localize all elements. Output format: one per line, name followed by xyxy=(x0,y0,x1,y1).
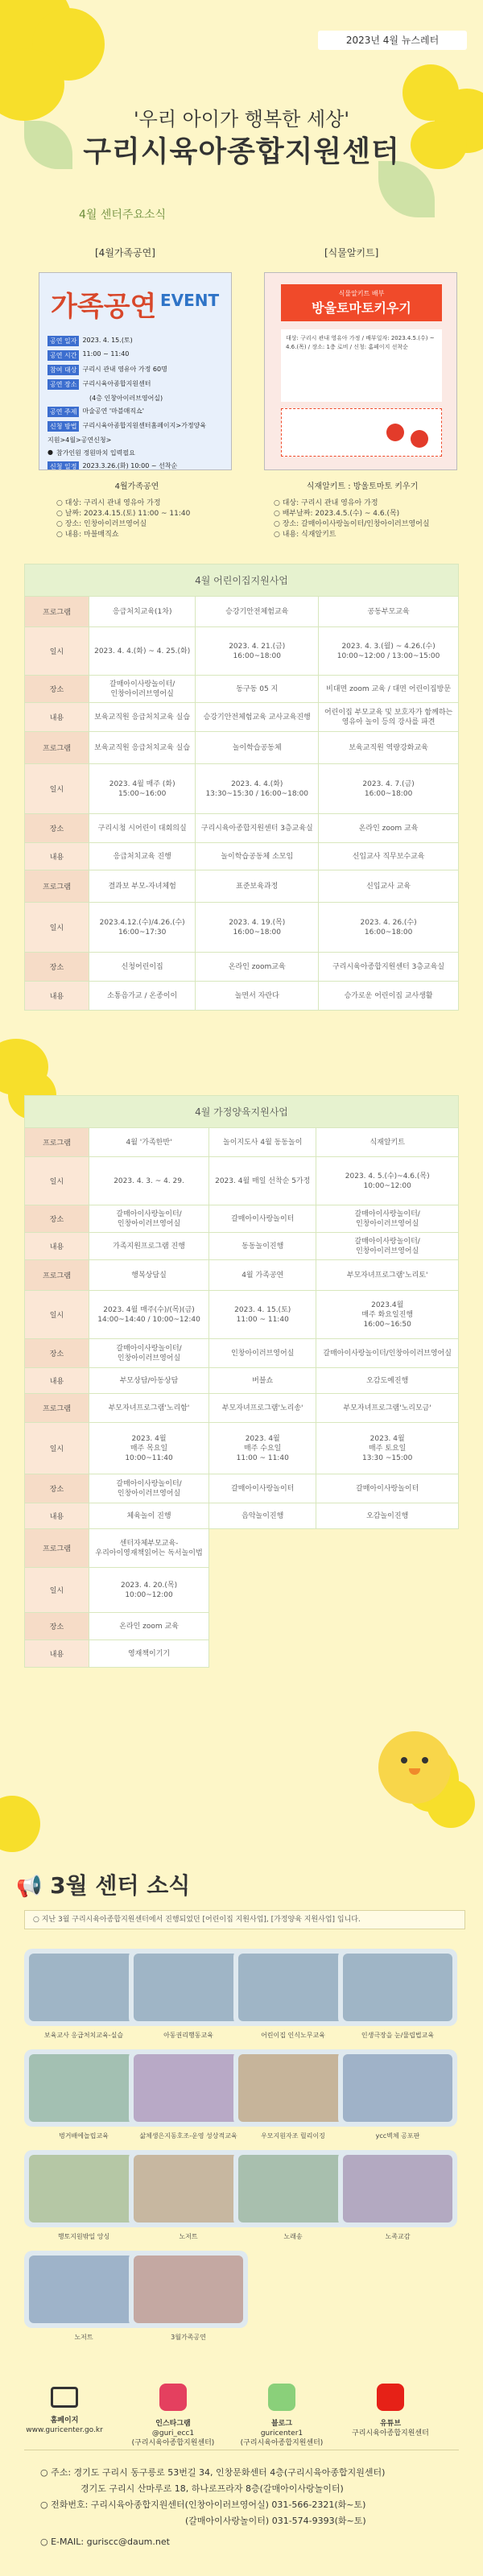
table-cell: 승가로운 어린이집 교사생활 xyxy=(319,982,459,1011)
table-cell: 보육교직원 응급처치교육 실습 xyxy=(89,703,196,732)
table-cell: 2023. 4. 3.(월) ~ 4.26.(수) 10:00~12:00 / 13:00~15:00 xyxy=(319,627,459,676)
news-photo xyxy=(338,1949,457,2026)
tomato-icon xyxy=(411,430,428,448)
table-cell: 2023. 4. 21.(금) 16:00~18:00 xyxy=(196,627,319,676)
section-heading-april: 4월 센터주요소식 xyxy=(79,209,167,221)
table-cell: 인창아이러브영어실 xyxy=(209,1339,316,1368)
march-news-note: ○ 지난 3월 구리시육아종합지원센터에서 진행되었던 [어린이집 지원사업], [가정양육 지원사업] 입니다. xyxy=(24,1910,465,1929)
row-label: 일시 xyxy=(25,764,89,814)
news-photo xyxy=(233,2150,353,2227)
table-cell: 동구동 05 지 xyxy=(196,676,319,703)
table-cell: 보육교직원 역량강화교육 xyxy=(319,732,459,764)
plant-kit-label: [식물알키트] xyxy=(324,247,379,258)
table-cell: 부모자녀프로그램'노리송' xyxy=(209,1394,316,1423)
photo-caption: 벙거배에놀립교육 xyxy=(59,2132,109,2140)
photo-caption: 보육교사 응급처치교육-실습 xyxy=(43,2032,124,2039)
table-cell: 놀이학습공동체 소모임 xyxy=(196,843,319,870)
table-cell: 온라인 zoom 교육 xyxy=(89,1613,209,1640)
news-photo xyxy=(24,2049,143,2127)
contact-address: ○ 주소: 경기도 구리시 동구릉로 53번길 34, 인창문화센터 4층(구리시육아종합지원센터) xyxy=(40,2467,386,2478)
table-cell: 갈매아이사랑놀이터/ 인창아이러브영어실 xyxy=(316,1233,459,1260)
photo-caption: 인생극장을 눈/물립법교육 xyxy=(361,2032,435,2039)
plant-kit-banner: 식물알키트 배부 방울토마토키우기 xyxy=(281,284,442,321)
daycare-table-title: 4월 어린이집지원사업 xyxy=(25,564,459,597)
news-photo xyxy=(24,2150,143,2227)
photo-caption: 3월가족공연 xyxy=(171,2334,206,2341)
table-cell: 갈매아이사랑놀이터/ 인창아이러브영어실 xyxy=(89,676,196,703)
table-cell: 체육놀이 진행 xyxy=(89,1503,209,1529)
table-cell: 영재책이기기 xyxy=(89,1640,209,1668)
table-cell: 부모상담/아동상담 xyxy=(89,1368,209,1394)
instagram-icon xyxy=(159,2384,187,2411)
row-label: 장소 xyxy=(25,953,89,982)
poster-detail-row: 공연 시간 11:00 ~ 11:40 xyxy=(47,350,225,361)
table-cell: 2023. 4월 매주 (화) 15:00~16:00 xyxy=(89,764,196,814)
poster-detail-row: 신청 방법 구리시육아종합지원센터홈페이지>가정양육 xyxy=(47,421,225,432)
table-cell: 부모자녀프로그램'노리토' xyxy=(316,1260,459,1291)
table-cell: 어린이집 부모교육 및 보호자가 함께하는 영유아 놀이 등의 강사를 파견 xyxy=(319,703,459,732)
table-cell: 동동놀이진행 xyxy=(209,1233,316,1260)
photo-caption: 행토지원밖일 앙싱 xyxy=(57,2233,110,2240)
row-label: 내용 xyxy=(25,843,89,870)
issue-ribbon: 2023년 4월 뉴스레터 xyxy=(318,31,467,50)
row-label: 장소 xyxy=(25,1613,89,1640)
table-cell: 응급처치교육 진행 xyxy=(89,843,196,870)
row-label: 내용 xyxy=(25,1503,89,1529)
table-cell: 신입교사 교육 xyxy=(319,870,459,903)
row-label: 일시 xyxy=(25,627,89,676)
news-photo xyxy=(129,2049,248,2127)
blog-icon xyxy=(268,2384,295,2411)
plant-kit-illustration xyxy=(281,408,442,457)
news-photo xyxy=(338,2150,457,2227)
table-cell: 구리시청 시어린이 대회의실 xyxy=(89,814,196,843)
photo-caption: 노래송 xyxy=(283,2233,303,2240)
row-label: 장소 xyxy=(25,814,89,843)
photo-caption: 우모지원자조 릴리이징 xyxy=(261,2132,325,2140)
table-cell: 가족지원프로그램 진행 xyxy=(89,1233,209,1260)
photo-caption: 삶체생은지동호조-운영 성상적교육 xyxy=(139,2132,237,2140)
contact-phone: ○ 전화번호: 구리시육아종합지원센터(인창아이러브영어실) 031-566-2321(화~토) xyxy=(40,2500,366,2510)
homepage-link[interactable]: 홈페이지 www.guricenter.go.kr xyxy=(16,2384,113,2435)
table-cell: 2023. 4월 매주 토요일 13:30 ~15:00 xyxy=(316,1423,459,1474)
row-label: 프로그램 xyxy=(25,1529,89,1568)
contact-address-2: 경기도 구리시 산마루로 18, 하나로프라자 8층(갈매아이사랑놀이터) xyxy=(80,2483,344,2494)
poster-headline: 가족공연 xyxy=(51,291,157,323)
table-cell: 2023.4.12.(수)/4.26.(수) 16:00~17:30 xyxy=(89,903,196,953)
table-cell: 승강기안전체험교육 교사교육진행 xyxy=(196,703,319,732)
contact-phone-2: (갈매아이사랑놀이터) 031-574-9393(화~토) xyxy=(185,2516,366,2526)
row-label: 장소 xyxy=(25,1205,89,1233)
table-cell: 갈매아이사랑놀이터/ 인창아이러브영어실 xyxy=(89,1205,209,1233)
table-cell: 2023. 4. 4.(화) ~ 4. 25.(화) xyxy=(89,627,196,676)
photo-caption: 노족교감 xyxy=(385,2233,411,2240)
table-cell: 결과보 부모-자녀체험 xyxy=(89,870,196,903)
table-cell: 버블쇼 xyxy=(209,1368,316,1394)
row-label: 일시 xyxy=(25,1157,89,1205)
table-cell: 표준보육과정 xyxy=(196,870,319,903)
plant-kit-poster xyxy=(264,272,457,470)
row-label: 일시 xyxy=(25,1291,89,1339)
monitor-icon xyxy=(51,2387,78,2408)
photo-caption: 노저트 xyxy=(74,2334,93,2341)
daycare-program-table xyxy=(24,564,459,1011)
poster-detail-row: 참여 대상 구리시 관내 영유아 가정 60명 xyxy=(47,365,225,375)
march-news-heading: 📢 3월 센터 소식 xyxy=(16,1872,191,1899)
family-program-table xyxy=(24,1095,459,1668)
family-table-title: 4월 가정양육지원사업 xyxy=(25,1096,459,1128)
poster-detail-row: 공연 일자 2023. 4. 15.(토) xyxy=(47,336,225,346)
poster-detail-row: 신청 일정 2023.3.26.(화) 10:00 ~ 선착순 xyxy=(47,461,225,470)
row-label: 일시 xyxy=(25,1568,89,1613)
row-label: 내용 xyxy=(25,1640,89,1668)
table-cell: 갈매아이사랑놀이터/ 인창아이러브영어실 xyxy=(89,1474,209,1503)
family-show-label: [4월가족공연] xyxy=(95,247,155,258)
table-cell: 부모자녀프로그램'노리모금' xyxy=(316,1394,459,1423)
news-photo xyxy=(233,1949,353,2026)
table-cell: 식재알키트 xyxy=(316,1128,459,1157)
news-photo xyxy=(129,2251,248,2328)
table-cell: 센터자체부모교육- 우리아이영재책읽어는 독서놀이법 xyxy=(89,1529,209,1568)
poster-detail-row: 공연 장소 구리시육아종합지원센터 xyxy=(47,379,225,390)
table-cell: 부모자녀프로그램'노리함' xyxy=(89,1394,209,1423)
row-label: 프로그램 xyxy=(25,597,89,627)
table-cell: 2023. 4월 매주 목요일 10:00~11:40 xyxy=(89,1423,209,1474)
family-show-info: 4월가족공연 ○ 대상: 구리시 관내 영유아 가정 ○ 날짜: 2023.4.15.(토) 11:00 ~ 11:40 ○ 장소: 인창아이러브영어실 ○ 내용: 마블매직쇼 xyxy=(56,482,191,539)
plant-kit-description: 대상: 구리시 관내 영유아 가정 / 배부일자: 2023.4.5.(수) ~ 4.6.(목) / 장소: 1층 로비 / 신청: 홈페이지 선착순 xyxy=(281,329,442,402)
table-cell: 음악놀이진행 xyxy=(209,1503,316,1529)
row-label: 프로그램 xyxy=(25,732,89,764)
poster-detail-list xyxy=(47,336,225,470)
photo-caption: ycc벽체 공포판 xyxy=(375,2132,420,2140)
news-photo xyxy=(129,1949,248,2026)
row-label: 프로그램 xyxy=(25,1394,89,1423)
table-cell: 2023. 4. 19.(목) 16:00~18:00 xyxy=(196,903,319,953)
blog-link[interactable]: 블로그 guricenter1 (구리시육아종합지원센터) xyxy=(233,2384,330,2448)
row-label: 내용 xyxy=(25,982,89,1011)
table-cell: 구리시육아종합지원센터 3층교육실 xyxy=(196,814,319,843)
table-cell: 2023. 4. 15.(토) 11:00 ~ 11:40 xyxy=(209,1291,316,1339)
table-cell: 2023. 4월 매주(수)/(목)(금) 14:00~14:40 / 10:00~12:40 xyxy=(89,1291,209,1339)
table-cell: 행복상담실 xyxy=(89,1260,209,1291)
table-cell: 비대면 zoom 교육 / 대면 어린이집방문 xyxy=(319,676,459,703)
table-cell: 갈매아이사랑놀이터/인창아이러브영어실 xyxy=(316,1339,459,1368)
newsletter-subtitle: '우리 아이가 행복한 세상' xyxy=(134,108,349,130)
row-label: 내용 xyxy=(25,703,89,732)
row-label: 일시 xyxy=(25,1423,89,1474)
row-label: 프로그램 xyxy=(25,1128,89,1157)
table-cell: 갈매아이사랑놀이터/ 인창아이러브영어실 xyxy=(316,1205,459,1233)
photo-caption: 아동권리행동교육 xyxy=(163,2032,213,2039)
row-label: 프로그램 xyxy=(25,1260,89,1291)
poster-detail-row: 공연 주제 마술공연 '마블매직쇼' xyxy=(47,407,225,417)
table-cell: 온라인 zoom교육 xyxy=(196,953,319,982)
news-photo xyxy=(129,2150,248,2227)
youtube-link[interactable]: 유튜브 구리시육아종합지원센터 xyxy=(342,2384,439,2438)
row-label: 장소 xyxy=(25,1339,89,1368)
news-photo xyxy=(338,2049,457,2127)
plant-kit-info: 식재알키트 : 방울토마토 키우기 ○ 대상: 구리시 관내 영유아 가정 ○ 배부날짜: 2023.4.5.(수) ~ 4.6.(목) ○ 장소: 갈매아이사랑놀이터/인창아이러브영어실 ○ 내용: 식재알키트 xyxy=(274,482,430,539)
megaphone-icon: 📢 xyxy=(16,1875,43,1899)
table-cell: 2023. 4. 26.(수) 16:00~18:00 xyxy=(319,903,459,953)
photo-caption: 노저트 xyxy=(179,2233,198,2240)
table-cell: 놀면서 자란다 xyxy=(196,982,319,1011)
table-cell: 2023. 4. 20.(목) 10:00~12:00 xyxy=(89,1568,209,1613)
row-label: 내용 xyxy=(25,1368,89,1394)
news-photo xyxy=(24,1949,143,2026)
news-photo xyxy=(233,2049,353,2127)
instagram-link[interactable]: 인스타그램 @guri_ecc1 (구리시육아종합지원센터) xyxy=(125,2384,221,2448)
poster-detail-row: (4층 인창아이러브영어실) xyxy=(89,395,163,402)
table-cell: 오감도예진행 xyxy=(316,1368,459,1394)
table-cell: 갈매아이사랑놀이터 xyxy=(316,1474,459,1503)
table-cell: 구리시육아종합지원센터 3층교육실 xyxy=(319,953,459,982)
table-cell: 응급처치교육(1차) xyxy=(89,597,196,627)
tomato-icon xyxy=(386,424,404,441)
newsletter-title: 구리시육아종합지원센터 xyxy=(83,135,400,168)
table-cell: 신청어린이집 xyxy=(89,953,196,982)
table-cell: 신입교사 직무보수교육 xyxy=(319,843,459,870)
table-cell: 4월 가족공연 xyxy=(209,1260,316,1291)
table-cell: 보육교직원 응급처치교육 실습 xyxy=(89,732,196,764)
table-cell: 오감놀이진행 xyxy=(316,1503,459,1529)
row-label: 장소 xyxy=(25,676,89,703)
table-cell: 2023. 4. 7.(금) 16:00~18:00 xyxy=(319,764,459,814)
table-cell: 놀이지도사 4월 동동놀이 xyxy=(209,1128,316,1157)
row-label: 내용 xyxy=(25,1233,89,1260)
row-label: 일시 xyxy=(25,903,89,953)
table-cell: 2023. 4. 4.(화) 13:30~15:30 / 16:00~18:00 xyxy=(196,764,319,814)
table-cell: 공동부모교육 xyxy=(319,597,459,627)
poster-detail-row: ● 참가인원 정원마치 입력필요 xyxy=(47,449,135,457)
row-label: 프로그램 xyxy=(25,870,89,903)
table-cell: 2023. 4월 매일 선착순 5가정 xyxy=(209,1157,316,1205)
table-cell: 4월 '가족한반' xyxy=(89,1128,209,1157)
chick-mascot-icon xyxy=(378,1731,451,1804)
table-cell: 2023. 4월 매주 수요일 11:00 ~ 11:40 xyxy=(209,1423,316,1474)
table-cell: 온라인 zoom 교육 xyxy=(319,814,459,843)
contact-email[interactable]: ○ E-MAIL: guriscc@daum.net xyxy=(40,2537,170,2547)
family-show-poster xyxy=(39,272,232,470)
table-cell: 갈매아이사랑놀이터/ 인창아이러브영어실 xyxy=(89,1339,209,1368)
table-cell: 2023. 4. 3. ~ 4. 29. xyxy=(89,1157,209,1205)
table-cell: 승강기안전체험교육 xyxy=(196,597,319,627)
table-cell: 2023. 4. 5.(수)~4.6.(목) 10:00~12:00 xyxy=(316,1157,459,1205)
table-cell: 갈매아이사랑놀이터 xyxy=(209,1474,316,1503)
table-cell: 2023.4월 매주 화요일진행 16:00~16:50 xyxy=(316,1291,459,1339)
poster-subhead: EVENT xyxy=(160,291,220,310)
news-photo xyxy=(24,2251,143,2328)
table-cell: 갈매아이사랑놀이터 xyxy=(209,1205,316,1233)
poster-detail-row: 지원>4월>공연신청> xyxy=(47,436,112,444)
table-cell: 소통음가교 / 온종이이 xyxy=(89,982,196,1011)
row-label: 장소 xyxy=(25,1474,89,1503)
youtube-icon xyxy=(377,2384,404,2411)
table-cell: 놀이학습공동체 xyxy=(196,732,319,764)
photo-caption: 어린이집 인식노무교육 xyxy=(261,2032,325,2039)
